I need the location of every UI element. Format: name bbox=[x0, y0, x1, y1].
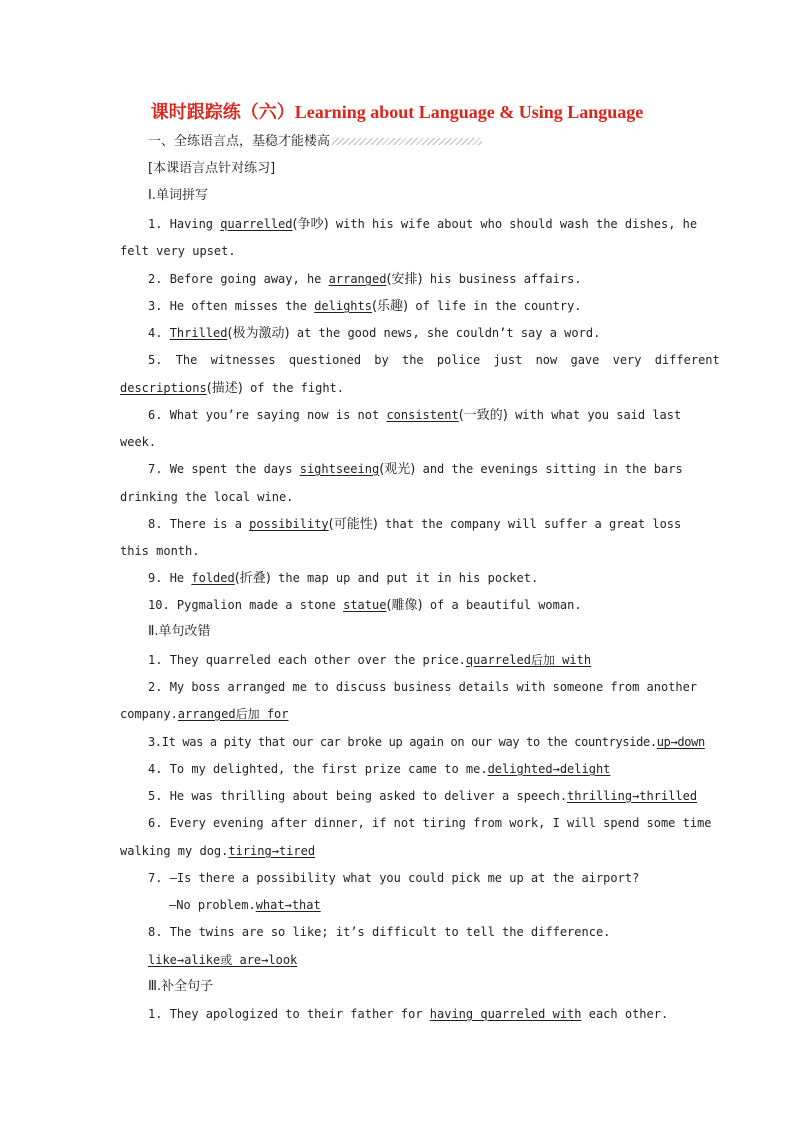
answer: tiring→tired bbox=[228, 844, 316, 858]
correction-item-7: 7. —Is there a possibility what you could pick me up at the airport? bbox=[148, 871, 640, 885]
answer: possibility bbox=[249, 517, 329, 531]
spelling-item-1: 1. Having quarrelled(争吵) with his wife about who should wash the dishes, he bbox=[148, 217, 698, 232]
page-title: 课时跟踪练（六）Learning about Language & Using Language bbox=[150, 102, 644, 122]
correction-item-6-cont: walking my dog.tiring→tired bbox=[120, 844, 316, 858]
correction-item-3: 3.It was a pity that our car broke up again on our way to the countryside.up→down bbox=[148, 735, 705, 749]
hatch-decoration bbox=[332, 138, 482, 145]
correction-item-4: 4. To my delighted, the first prize came to me.delighted→delight bbox=[148, 762, 611, 776]
answer: arranged后加 for bbox=[177, 707, 289, 721]
spelling-item-4: 4. Thrilled(极为激动) at the good news, she couldn’t say a word. bbox=[148, 326, 601, 341]
answer: sightseeing bbox=[299, 462, 380, 476]
answer: statue bbox=[343, 598, 387, 612]
answer: arranged bbox=[328, 272, 387, 286]
correction-item-1: 1. They quarreled each other over the price.quarreled后加 with bbox=[148, 653, 592, 667]
correction-item-2-cont: company.arranged后加 for bbox=[120, 707, 289, 721]
answer: quarrelled bbox=[220, 217, 293, 231]
correction-item-8: 8. The twins are so like; it’s difficult to tell the difference. bbox=[148, 925, 611, 939]
answer: having quarreled with bbox=[429, 1007, 582, 1021]
correction-item-7-cont: —No problem.what→that bbox=[169, 898, 321, 912]
spelling-item-6-cont: week. bbox=[120, 435, 157, 449]
spelling-item-5-cont: descriptions(描述) of the fight. bbox=[120, 381, 345, 396]
section1-label: Ⅰ.单词拼写 bbox=[148, 188, 208, 203]
answer: descriptions bbox=[120, 381, 207, 395]
answer: thrilling→thrilled bbox=[567, 789, 698, 803]
answer: quarreled后加 with bbox=[465, 653, 592, 667]
correction-item-6: 6. Every evening after dinner, if not tiring from work, I will spend some time bbox=[148, 816, 712, 830]
spelling-item-5: 5. The witnesses questioned by the police just now gave very different bbox=[148, 353, 720, 367]
answer: Thrilled bbox=[169, 326, 228, 340]
spelling-item-8-cont: this month. bbox=[120, 544, 200, 558]
correction-item-8-answer bbox=[148, 952, 297, 968]
answer: what→that bbox=[255, 898, 321, 912]
answer: consistent bbox=[386, 408, 459, 422]
part-heading: 一、全练语言点，基稳才能楼高 bbox=[148, 134, 482, 150]
section2-label: Ⅱ.单句改错 bbox=[148, 624, 211, 639]
part-subheading: [本课语言点针对练习] bbox=[148, 161, 276, 176]
spelling-item-6: 6. What you’re saying now is not consistent(一致的) with what you said last bbox=[148, 408, 682, 423]
answer: folded bbox=[191, 571, 235, 585]
spelling-item-10: 10. Pygmalion made a stone statue(雕像) of a beautiful woman. bbox=[148, 598, 582, 613]
correction-item-2: 2. My boss arranged me to discuss business details with someone from another bbox=[148, 680, 698, 694]
answer: up→down bbox=[656, 735, 705, 749]
answer: delighted→delight bbox=[487, 762, 611, 776]
spelling-item-9: 9. He folded(折叠) the map up and put it in his pocket. bbox=[148, 571, 539, 586]
spelling-item-7: 7. We spent the days sightseeing(观光) and the evenings sitting in the bars bbox=[148, 462, 683, 477]
spelling-item-7-cont: drinking the local wine. bbox=[120, 490, 294, 504]
answer: delights bbox=[314, 299, 372, 313]
section3-label: Ⅲ.补全句子 bbox=[148, 979, 214, 994]
spelling-item-2: 2. Before going away, he arranged(安排) his business affairs. bbox=[148, 272, 582, 287]
spelling-item-1-cont: felt very upset. bbox=[120, 244, 236, 258]
spelling-item-8: 8. There is a possibility(可能性) that the company will suffer a great loss bbox=[148, 517, 682, 532]
spelling-item-3: 3. He often misses the delights(乐趣) of life in the country. bbox=[148, 299, 582, 314]
answer: like→alike或 are→look bbox=[148, 953, 298, 967]
completion-item-1: 1. They apologized to their father for having quarreled with each other. bbox=[148, 1007, 669, 1021]
correction-item-5: 5. He was thrilling about being asked to deliver a speech.thrilling→thrilled bbox=[148, 789, 698, 803]
